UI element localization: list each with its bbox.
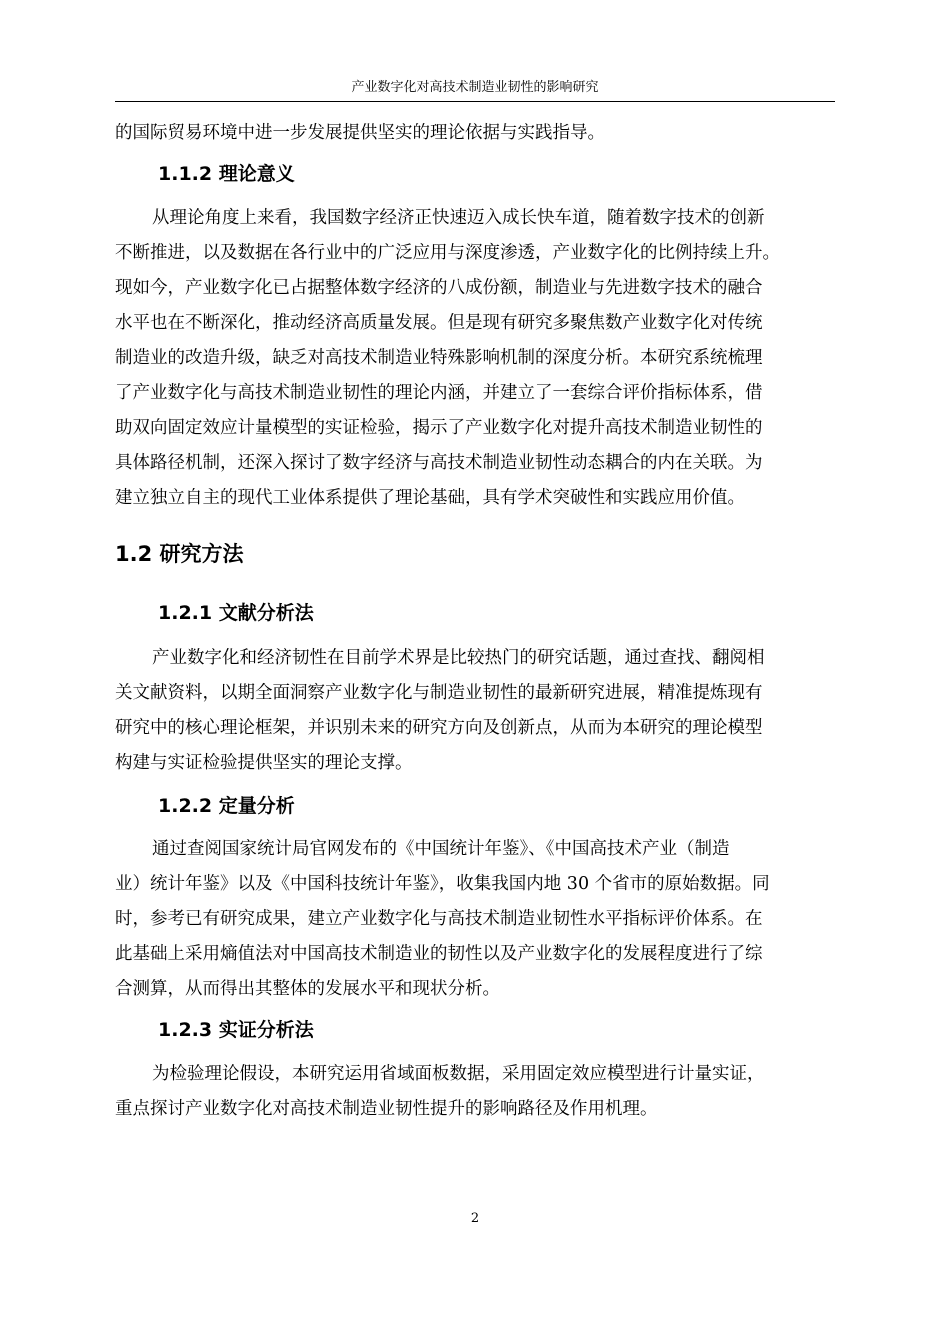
paragraph-line: 了产业数字化与高技术制造业韧性的理论内涵，并建立了一套综合评价指标体系，借 bbox=[115, 383, 763, 403]
paragraph-line: 助双向固定效应计量模型的实证检验，揭示了产业数字化对提升高技术制造业韧性的 bbox=[115, 418, 763, 438]
paragraph-line: 业）统计年鉴》以及《中国科技统计年鉴》，收集我国内地 30 个省市的原始数据。同 bbox=[115, 874, 770, 894]
heading-1-1-2: 1.1.2 理论意义 bbox=[158, 163, 295, 185]
heading-1-2-3: 1.2.3 实证分析法 bbox=[158, 1019, 314, 1041]
header-rule bbox=[115, 101, 835, 102]
paragraph-line: 此基础上采用熵值法对中国高技术制造业的韧性以及产业数字化的发展程度进行了综 bbox=[115, 944, 763, 964]
heading-1-2: 1.2 研究方法 bbox=[115, 542, 244, 566]
continuation-line: 的国际贸易环境中进一步发展提供坚实的理论依据与实践指导。 bbox=[115, 123, 605, 143]
running-header: 产业数字化对高技术制造业韧性的影响研究 bbox=[351, 80, 599, 95]
paragraph-line: 构建与实证检验提供坚实的理论支撑。 bbox=[115, 753, 413, 773]
paragraph-line: 不断推进，以及数据在各行业中的广泛应用与深度渗透，产业数字化的比例持续上升。 bbox=[115, 243, 780, 263]
paragraph-line: 研究中的核心理论框架，并识别未来的研究方向及创新点，从而为本研究的理论模型 bbox=[115, 718, 763, 738]
heading-1-2-1: 1.2.1 文献分析法 bbox=[158, 602, 314, 624]
paragraph-line: 从理论角度上来看，我国数字经济正快速迈入成长快车道，随着数字技术的创新 bbox=[152, 208, 765, 228]
paragraph-line: 水平也在不断深化，推动经济高质量发展。但是现有研究多聚焦数产业数字化对传统 bbox=[115, 313, 763, 333]
paragraph-line: 建立独立自主的现代工业体系提供了理论基础，具有学术突破性和实践应用价值。 bbox=[115, 488, 745, 508]
heading-1-2-2: 1.2.2 定量分析 bbox=[158, 795, 295, 817]
paragraph-line: 现如今，产业数字化已占据整体数字经济的八成份额，制造业与先进数字技术的融合 bbox=[115, 278, 763, 298]
page-number: 2 bbox=[470, 1211, 480, 1226]
paragraph-line: 制造业的改造升级，缺乏对高技术制造业特殊影响机制的深度分析。本研究系统梳理 bbox=[115, 348, 763, 368]
paragraph-line: 为检验理论假设，本研究运用省域面板数据，采用固定效应模型进行计量实证， bbox=[152, 1064, 765, 1084]
paragraph-line: 重点探讨产业数字化对高技术制造业韧性提升的影响路径及作用机理。 bbox=[115, 1099, 658, 1119]
paragraph-line: 时，参考已有研究成果，建立产业数字化与高技术制造业韧性水平指标评价体系。在 bbox=[115, 909, 763, 929]
paragraph-line: 关文献资料，以期全面洞察产业数字化与制造业韧性的最新研究进展，精准提炼现有 bbox=[115, 683, 763, 703]
paragraph-line: 产业数字化和经济韧性在目前学术界是比较热门的研究话题，通过查找、翻阅相 bbox=[152, 648, 765, 668]
paragraph-line: 具体路径机制，还深入探讨了数字经济与高技术制造业韧性动态耦合的内在关联。为 bbox=[115, 453, 763, 473]
paragraph-line: 合测算，从而得出其整体的发展水平和现状分析。 bbox=[115, 979, 500, 999]
paragraph-line: 通过查阅国家统计局官网发布的《中国统计年鉴》、《中国高技术产业（制造 bbox=[152, 839, 730, 859]
